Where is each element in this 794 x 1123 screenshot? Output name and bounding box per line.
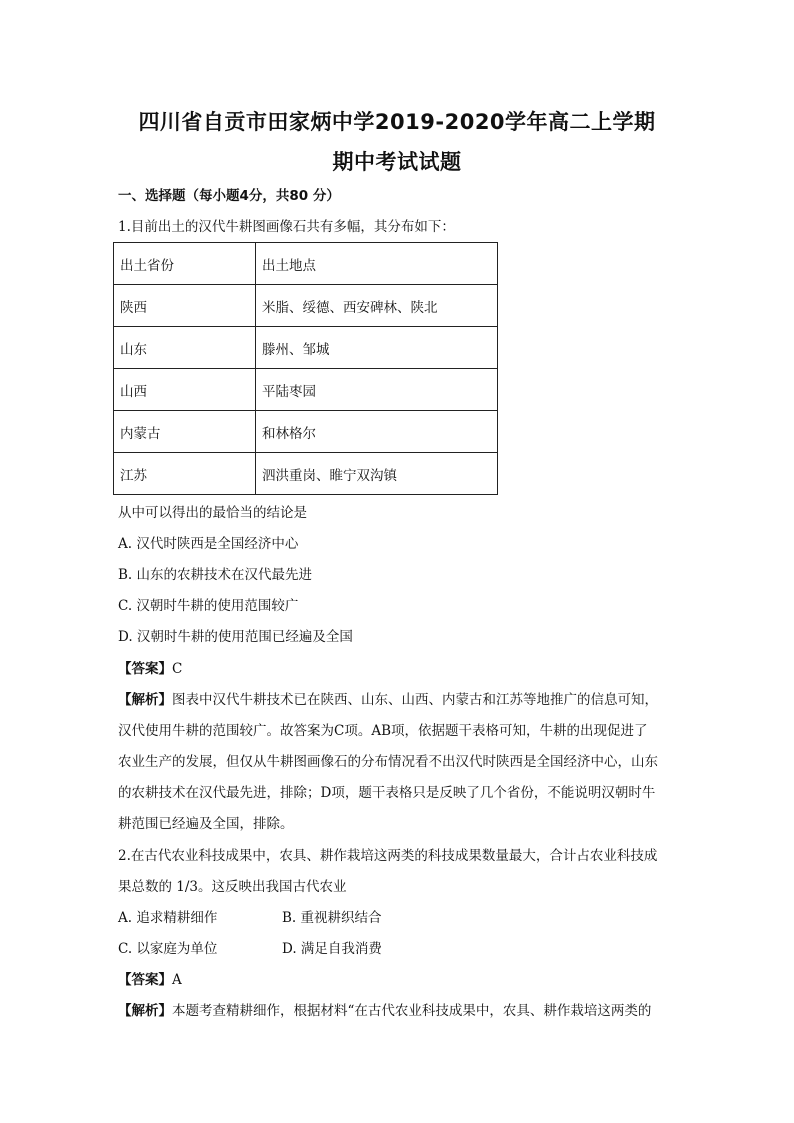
q2-stem-line: 果总数的 1/3。这反映出我国古代农业 [118, 879, 347, 895]
table-cell-province: 山东 [114, 327, 256, 369]
table-header-cell: 出土省份 [114, 243, 256, 285]
q1-option-b: B. 山东的农耕技术在汉代最先进 [118, 567, 313, 583]
q1-stem: 1.目前出土的汉代牛耕图画像石共有多幅，其分布如下： [118, 219, 455, 235]
answer-value: C [172, 661, 183, 677]
q1-question: 从中可以得出的最恰当的结论是 [118, 505, 307, 521]
table-row [114, 285, 498, 327]
table-cell-province: 江苏 [114, 453, 256, 495]
table-cell-location: 和林格尔 [256, 411, 498, 453]
table-cell-location: 米脂、绥德、西安碑林、陕北 [256, 285, 498, 327]
q1-analysis-line: 耕范围已经遍及全国，排除。 [118, 816, 294, 832]
q1-analysis-line: 汉代使用牛耕的范围较广。故答案为C项。AB项，依据题干表格可知，牛耕的出现促进了 [118, 723, 648, 739]
answer-label: 【答案】 [118, 661, 172, 677]
q1-option-a: A. 汉代时陕西是全国经济中心 [118, 536, 299, 552]
table-cell-location: 泗洪重岗、睢宁双沟镇 [256, 453, 498, 495]
table-cell-province: 内蒙古 [114, 411, 256, 453]
q2-option-c: C. 以家庭为单位 [118, 941, 218, 957]
q2-stem-line: 2.在古代农业科技成果中，农具、耕作栽培这两类的科技成果数量最大，合计占农业科技成 [118, 848, 658, 864]
q1-analysis-line: 农业生产的发展，但仅从牛耕图画像石的分布情况看不出汉代时陕西是全国经济中心，山东 [118, 754, 658, 770]
table-header-row [114, 243, 498, 285]
answer-value: A [172, 972, 182, 988]
q2-answer [118, 970, 678, 990]
table-row [114, 327, 498, 369]
q1-answer [118, 659, 678, 679]
section-heading: 一、选择题（每小题4分，共80 分） [118, 188, 340, 204]
analysis-label: 【解析】 [118, 1003, 172, 1019]
analysis-text: 本题考查精耕细作，根据材料“在古代农业科技成果中，农具、耕作栽培这两类的 [172, 1003, 652, 1019]
table-cell-province: 陕西 [114, 285, 256, 327]
table-cell-location: 平陆枣园 [256, 369, 498, 411]
analysis-text: 图表中汉代牛耕技术已在陕西、山东、山西、内蒙古和江苏等地推广的信息可知， [172, 692, 658, 708]
q2-option-d: D. 满足自我消费 [282, 941, 382, 957]
q1-option-d: D. 汉朝时牛耕的使用范围已经遍及全国 [118, 629, 353, 645]
table-cell-location: 滕州、邹城 [256, 327, 498, 369]
q2-analysis-line [118, 1001, 678, 1021]
document-title-line1: 四川省自贡市田家炳中学2019-2020学年高二上学期 [138, 110, 656, 134]
table-header-cell: 出土地点 [256, 243, 498, 285]
document-title-line2: 期中考试试题 [332, 150, 462, 174]
q1-analysis-line [118, 690, 678, 710]
table-row [114, 411, 498, 453]
table-row [114, 453, 498, 495]
q1-option-c: C. 汉朝时牛耕的使用范围较广 [118, 598, 299, 614]
q2-option-a: A. 追求精耕细作 [118, 910, 218, 926]
q2-option-b: B. 重视耕织结合 [282, 910, 382, 926]
analysis-label: 【解析】 [118, 692, 172, 708]
answer-label: 【答案】 [118, 972, 172, 988]
q1-analysis-line: 的农耕技术在汉代最先进，排除；D项，题干表格只是反映了几个省份，不能说明汉朝时牛 [118, 785, 656, 801]
table-cell-province: 山西 [114, 369, 256, 411]
table-row [114, 369, 498, 411]
q1-distribution-table [113, 242, 498, 495]
